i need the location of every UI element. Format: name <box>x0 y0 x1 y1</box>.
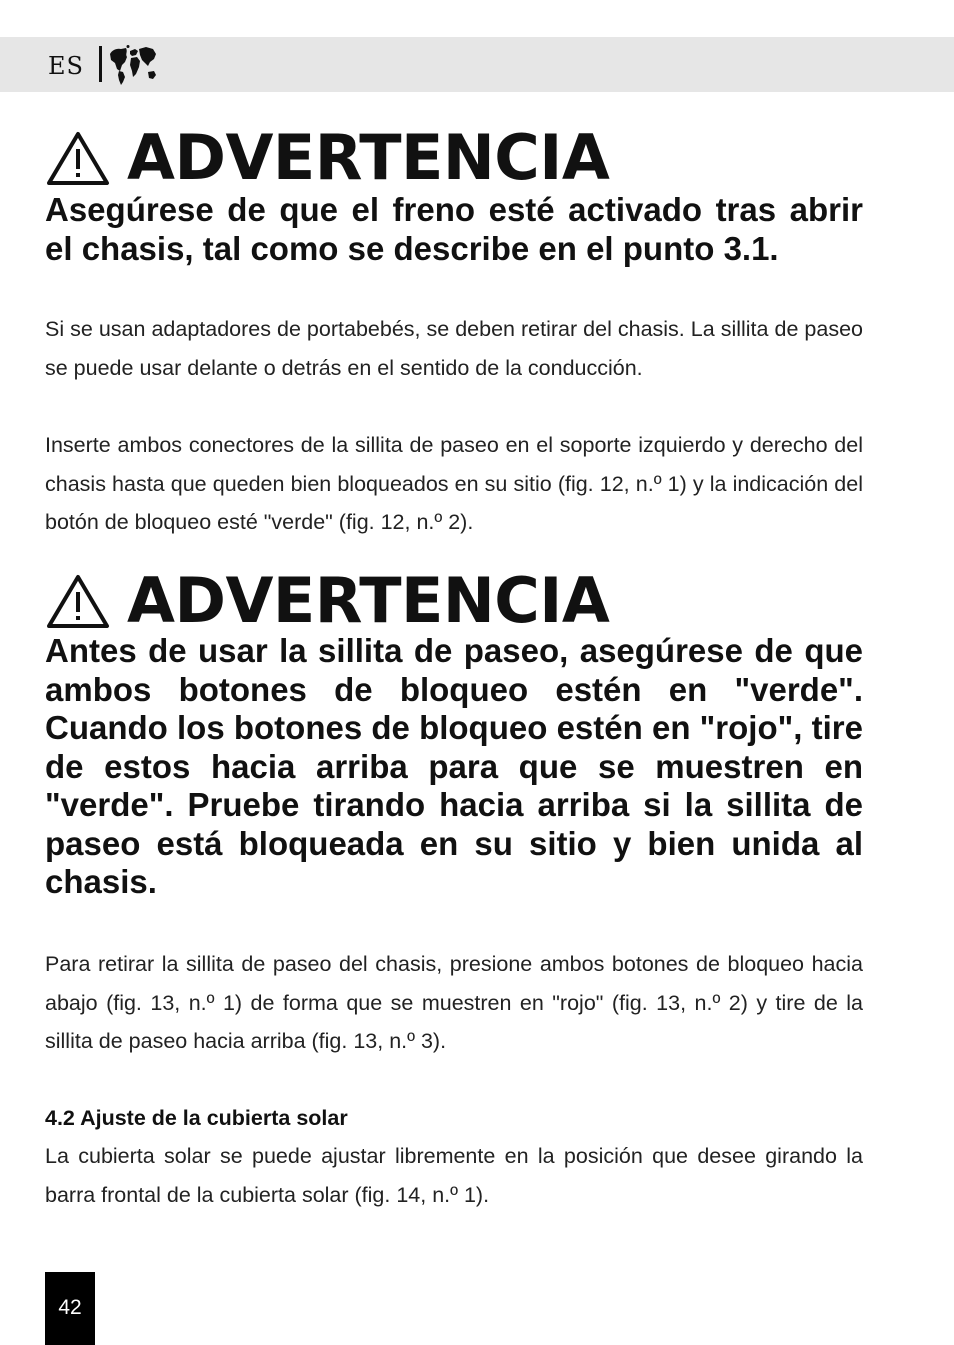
world-map-icon <box>108 44 158 86</box>
warning-block-2 <box>45 566 609 636</box>
warning-triangle-icon <box>45 129 111 187</box>
page-number: 42 <box>58 1296 82 1319</box>
warning-title: ADVERTENCIA <box>127 121 610 194</box>
warning-text: Antes de usar la sillita de paseo, asegúrese de que ambos botones de bloqueo estén en "verde". Cuando los botones de bloqueo estén en "rojo", tire de estos hacia arriba para que se muestren en "verde". Pruebe tirando hacia arriba si la sillita de paseo está bloqueada en su sitio y bien unida al chasis. <box>45 632 863 900</box>
language-code: ES <box>48 52 84 80</box>
section-heading: 4.2 Ajuste de la cubierta solar <box>45 1106 348 1130</box>
paragraph: Inserte ambos conectores de la sillita de paseo en el soporte izquierdo y derecho del chasis hasta que queden bien bloqueados en su sitio (fig. 12, n.º 1) y la indicación del botón de bloqueo esté "verde" (fig. 12, n.º 2). <box>45 433 863 534</box>
page-number-box <box>45 1272 95 1345</box>
paragraph: Para retirar la sillita de paseo del chasis, presione ambos botones de bloqueo hacia abajo (fig. 13, n.º 1) de forma que se muestren en "rojo" (fig. 13, n.º 2) y tire de la sillita de paseo hacia arriba (fig. 13, n.º 3). <box>45 952 863 1053</box>
warning-title: ADVERTENCIA <box>127 564 610 637</box>
header-divider <box>99 46 102 82</box>
paragraph: Si se usan adaptadores de portabebés, se deben retirar del chasis. La sillita de paseo se puede usar delante o detrás en el sentido de la conducción. <box>45 317 863 380</box>
warning-text: Asegúrese de que el freno esté activado tras abrir el chasis, tal como se describe en el punto 3.1. <box>45 191 863 267</box>
warning-triangle-icon <box>45 572 111 630</box>
section-text: La cubierta solar se puede ajustar libremente en la posición que desee girando la barra frontal de la cubierta solar (fig. 14, n.º 1). <box>45 1144 863 1207</box>
warning-block-1 <box>45 123 609 193</box>
